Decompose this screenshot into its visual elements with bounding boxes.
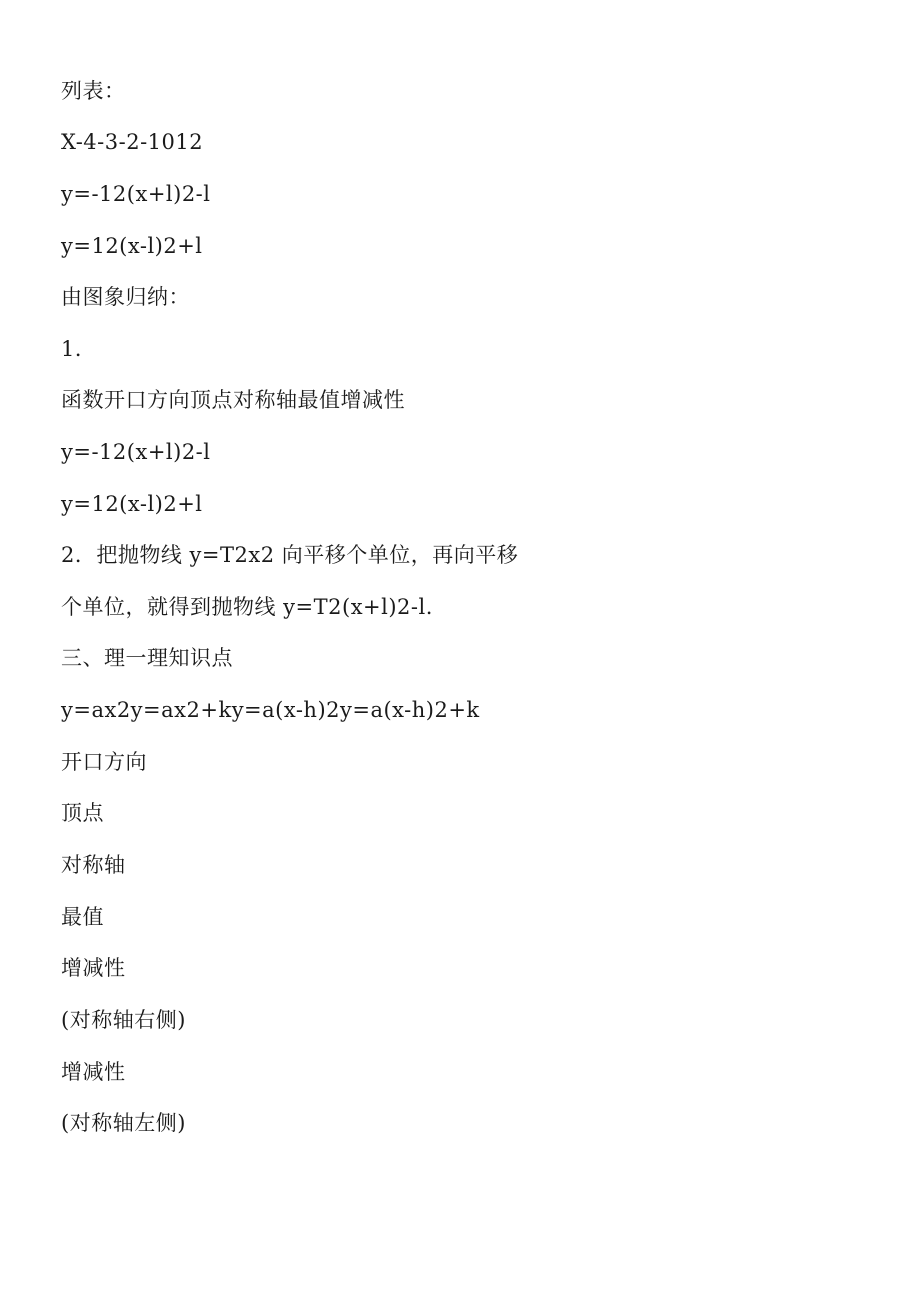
section-3-heading: 三、理一理知识点 [61, 646, 233, 670]
x-values-row: X-4-3-2-1012 [61, 130, 204, 154]
function-1-formula: y=-12(x+l)2-l [61, 182, 211, 206]
table-header-row: 函数开口方向顶点对称轴最值增减性 [61, 388, 405, 412]
row-label-opening: 开口方向 [61, 750, 147, 774]
row-label-monotonicity-left: 增减性 [61, 1060, 126, 1084]
row-label-extremum: 最值 [61, 905, 104, 929]
function-2-formula: y=12(x-l)2+l [61, 234, 203, 258]
question-2-line-2: 个单位，就得到抛物线 y=T2(x+l)2-l. [61, 595, 433, 619]
list-heading: 列表： [61, 79, 126, 103]
row-label-right-side: (对称轴右侧) [61, 1008, 186, 1032]
row-label-left-side: (对称轴左侧) [61, 1111, 186, 1135]
row-label-monotonicity-right: 增减性 [61, 956, 126, 980]
summary-heading: 由图象归纳： [61, 285, 190, 309]
question-2-line-1: 2．把抛物线 y=T2x2 向平移个单位，再向平移 [61, 543, 519, 567]
table-function-1: y=-12(x+l)2-l [61, 440, 211, 464]
table-function-2: y=12(x-l)2+l [61, 492, 203, 516]
row-label-axis: 对称轴 [61, 853, 126, 877]
row-label-vertex: 顶点 [61, 801, 104, 825]
formula-forms-row: y=ax2y=ax2+ky=a(x-h)2y=a(x-h)2+k [61, 698, 480, 722]
item-number-1: 1． [61, 337, 97, 361]
